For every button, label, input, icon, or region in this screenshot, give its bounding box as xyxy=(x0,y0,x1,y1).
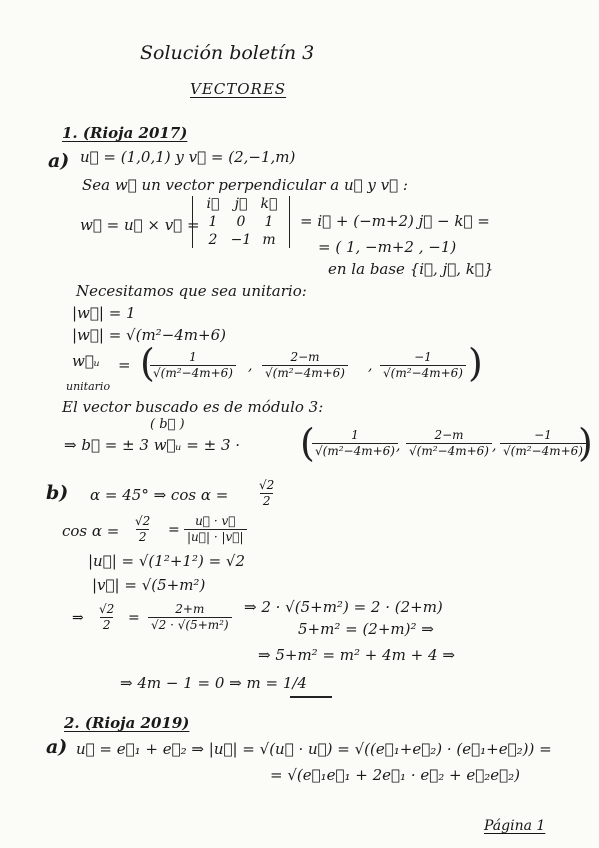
page-number: Página 1 xyxy=(484,818,546,834)
fraction-numerator: √2 xyxy=(135,514,151,528)
b-vector-annotation: ( b⃗ ) xyxy=(150,417,185,432)
given-vectors: u⃗ = (1,0,1) y v⃗ = (2,−1,m) xyxy=(80,148,296,166)
ex2-part-a-label: a) xyxy=(46,736,68,758)
norm-value: |w⃗| = √(m²−4m+6) xyxy=(72,326,226,344)
substitution-fraction xyxy=(148,602,232,633)
alpha-line: α = 45° ⇒ cos α = xyxy=(90,486,229,504)
solve-step-1: ⇒ 2 · √(5+m²) = 2 · (2+m) xyxy=(244,598,443,616)
matrix-cell: m xyxy=(262,232,276,248)
equals-sign: = xyxy=(168,522,180,538)
matrix-cell: 2 xyxy=(208,232,218,248)
cross-result-line-2: = ( 1, −m+2 , −1) xyxy=(318,238,457,256)
norm-v: |v⃗| = √(5+m²) xyxy=(92,576,206,594)
perpendicular-intro: Sea w⃗ un vector perpendicular a u⃗ y v⃗ : xyxy=(82,176,408,194)
unit-component-1 xyxy=(150,350,236,381)
fraction-denominator: √(m²−4m+6) xyxy=(380,365,466,381)
fraction-denominator: √(m²−4m+6) xyxy=(312,443,398,459)
result-underline xyxy=(290,696,332,698)
norm-u: |u⃗| = √(1²+1²) = √2 xyxy=(88,552,246,570)
matrix-cell: i⃗ xyxy=(206,196,220,212)
unit-vector-symbol: w⃗ᵤ xyxy=(72,352,100,370)
comma: , xyxy=(396,438,401,454)
b-component-2 xyxy=(406,428,492,459)
fraction-denominator: √(m²−4m+6) xyxy=(150,365,236,381)
fraction-denominator: √(m²−4m+6) xyxy=(262,365,348,381)
b-vector-lhs: ⇒ b⃗ = ± 3 w⃗ᵤ = ± 3 · xyxy=(64,436,241,454)
cos-value-fraction xyxy=(256,478,277,509)
sqrt2-half-fraction xyxy=(96,602,117,633)
fraction-denominator: 2 xyxy=(100,617,114,633)
part-b-label: b) xyxy=(46,482,69,504)
norm-equals-one: |w⃗| = 1 xyxy=(72,304,136,322)
solve-step-2: 5+m² = (2+m)² ⇒ xyxy=(298,620,434,638)
fraction-numerator: √2 xyxy=(259,478,275,492)
equals-sign: = xyxy=(128,610,140,626)
equals-sign: = xyxy=(118,356,131,374)
cos-alpha-label: cos α = xyxy=(62,522,120,540)
ex2-line-2: = √(e⃗₁e⃗₁ + 2e⃗₁ · e⃗₂ + e⃗₂e⃗₂) xyxy=(270,766,521,784)
dot-product-fraction xyxy=(184,514,247,545)
matrix-cell: k⃗ xyxy=(260,196,278,212)
matrix-cell: j⃗ xyxy=(234,196,248,212)
fraction-numerator: 2−m xyxy=(434,428,464,442)
determinant-matrix xyxy=(192,196,290,248)
fraction-numerator: −1 xyxy=(414,350,432,364)
fraction-denominator: 2 xyxy=(260,493,274,509)
cross-result-line-1: = i⃗ + (−m+2) j⃗ − k⃗ = xyxy=(300,212,490,230)
fraction-numerator: 1 xyxy=(351,428,359,442)
fraction-denominator: √2 · √(5+m²) xyxy=(148,617,232,633)
fraction-denominator: √(m²−4m+6) xyxy=(500,443,586,459)
unit-component-3 xyxy=(380,350,466,381)
comma: , xyxy=(248,358,253,374)
comma: , xyxy=(492,438,497,454)
fraction-numerator: −1 xyxy=(534,428,552,442)
matrix-cell: −1 xyxy=(230,232,252,248)
fraction-numerator: √2 xyxy=(99,602,115,616)
close-paren: ) xyxy=(578,421,593,465)
b-component-1 xyxy=(312,428,401,459)
unit-component-2 xyxy=(262,350,348,381)
fraction-numerator: 2−m xyxy=(290,350,320,364)
page-subtitle: VECTORES xyxy=(190,80,287,98)
implies-arrow: ⇒ xyxy=(72,610,84,626)
fraction-numerator: u⃗ · v⃗ xyxy=(195,514,236,528)
close-paren: ) xyxy=(468,341,483,385)
fraction-denominator: |u⃗| · |v⃗| xyxy=(184,529,247,545)
cos-fraction xyxy=(132,514,153,545)
unit-vector-note: unitario xyxy=(66,380,111,393)
matrix-cell: 0 xyxy=(236,214,246,230)
part-a-label: a) xyxy=(48,150,70,172)
solve-step-3: ⇒ 5+m² = m² + 4m + 4 ⇒ xyxy=(258,646,455,664)
cross-product-def: w⃗ = u⃗ × v⃗ = xyxy=(80,216,200,234)
page-title: Solución boletín 3 xyxy=(140,42,315,64)
exercise-1-heading: 1. (Rioja 2017) xyxy=(62,124,188,142)
open-paren: ( xyxy=(140,341,155,385)
ex2-line-1: u⃗ = e⃗₁ + e⃗₂ ⇒ |u⃗| = √(u⃗ · u⃗) = √((e⃗₁+e⃗₂) · (e⃗₁+e⃗₂)) = xyxy=(76,740,552,758)
fraction-numerator: 2+m xyxy=(175,602,205,616)
b-component-3 xyxy=(500,428,586,459)
open-paren: ( xyxy=(300,421,315,465)
comma: , xyxy=(368,358,373,374)
need-unit-text: Necesitamos que sea unitario: xyxy=(76,282,307,300)
solve-step-4: ⇒ 4m − 1 = 0 ⇒ m = 1/4 xyxy=(120,674,307,692)
sought-vector-text: El vector buscado es de módulo 3: xyxy=(62,398,324,416)
fraction-numerator: 1 xyxy=(189,350,197,364)
matrix-cell: 1 xyxy=(208,214,218,230)
cross-result-basis: en la base {i⃗, j⃗, k⃗} xyxy=(328,260,494,278)
fraction-denominator: √(m²−4m+6) xyxy=(406,443,492,459)
matrix-cell: 1 xyxy=(264,214,274,230)
exercise-2-heading: 2. (Rioja 2019) xyxy=(64,714,190,732)
fraction-denominator: 2 xyxy=(136,529,150,545)
